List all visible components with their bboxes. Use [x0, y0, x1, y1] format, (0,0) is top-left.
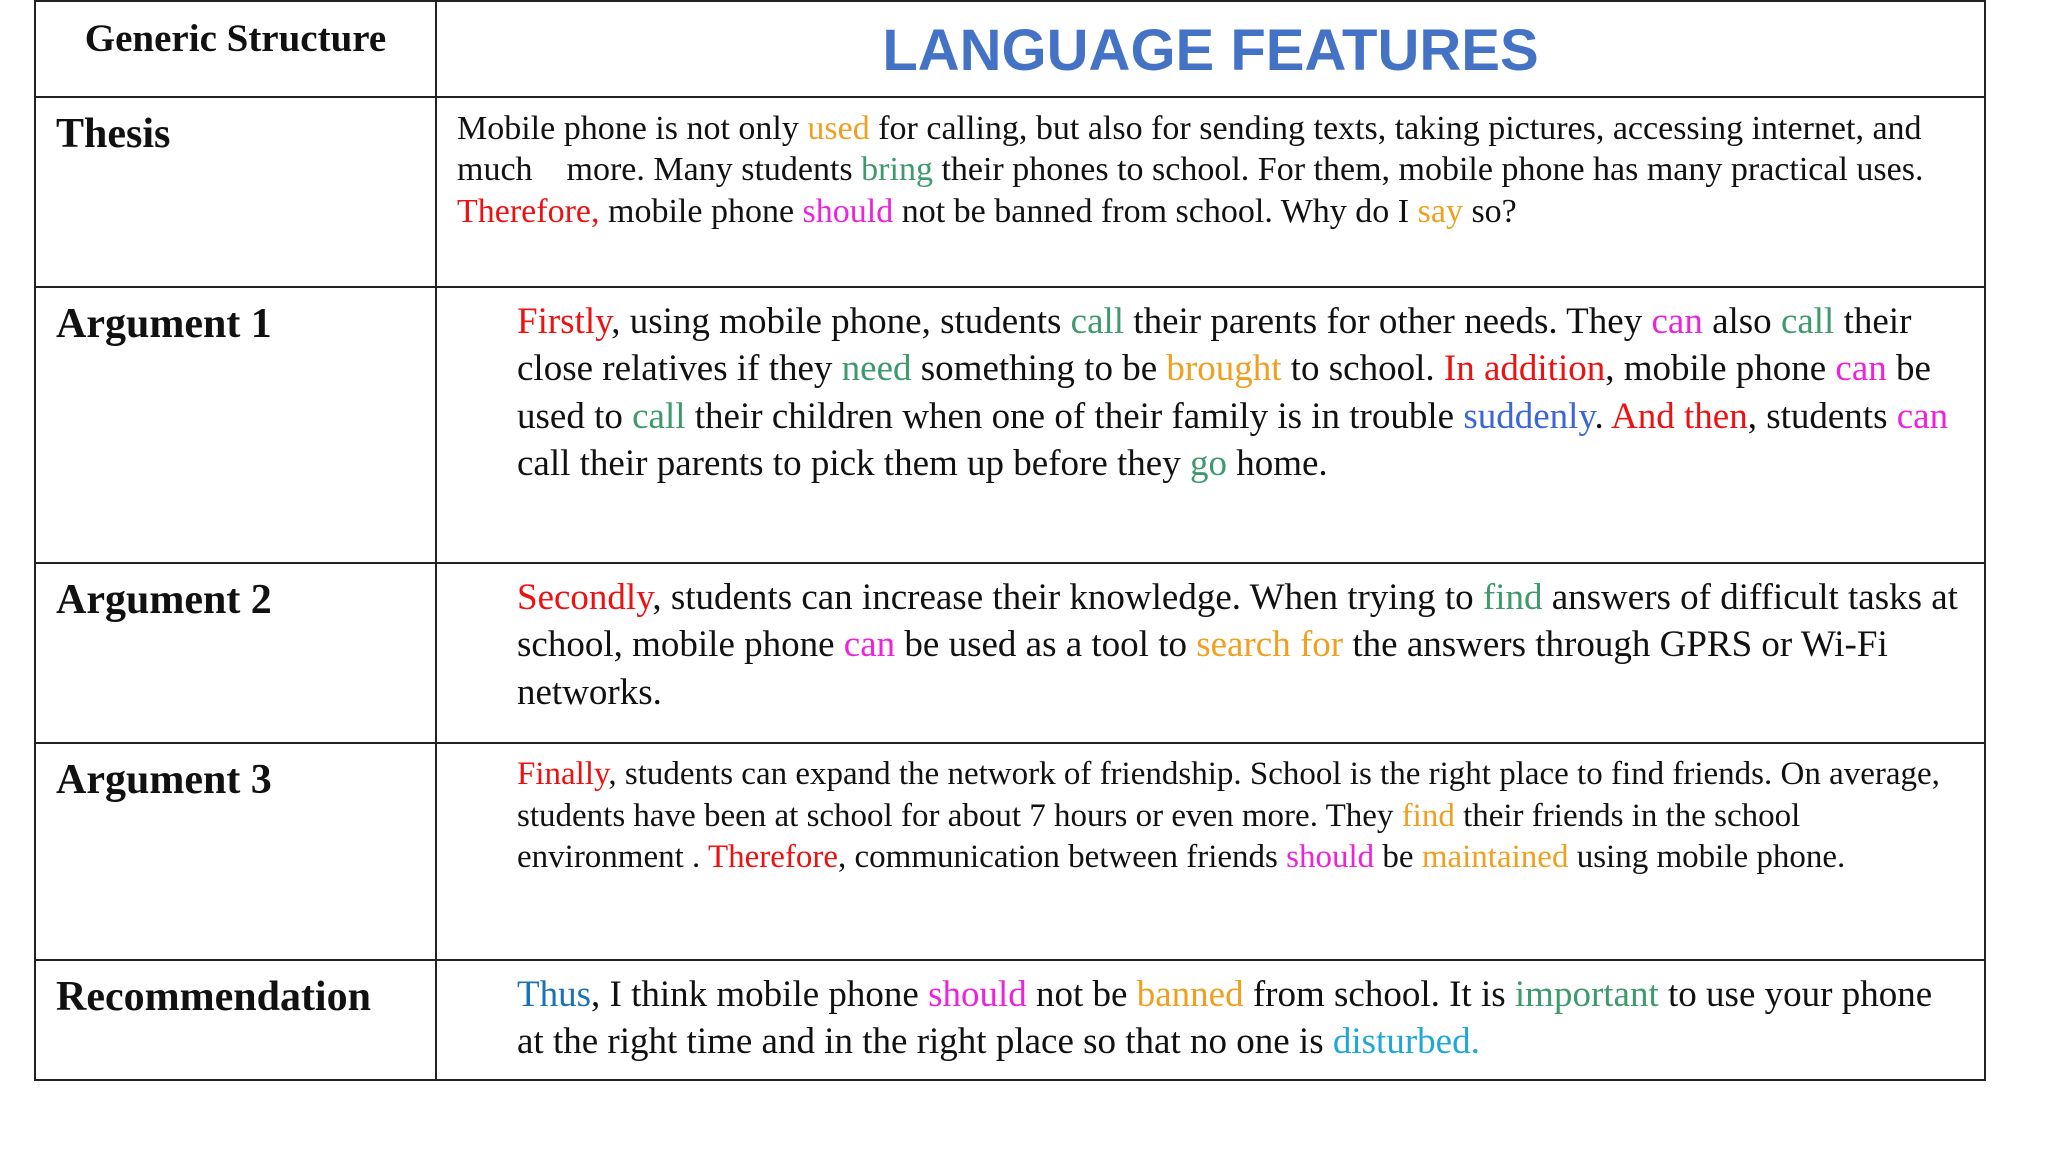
language-features-table [34, 0, 1986, 1081]
text-segment-black: to use your phone at the right time and in the right place so that no one is [517, 974, 1933, 1063]
row-label-argument-3: Argument 3 [35, 743, 436, 960]
row-label-recommendation: Recommendation [35, 960, 436, 1080]
text-segment-green: go [1189, 443, 1227, 485]
table-row-recommendation [35, 960, 1985, 1080]
text-segment-red: Therefore [707, 839, 839, 876]
table-row-argument-2 [35, 563, 1985, 743]
paragraph [437, 744, 1984, 879]
row-text-recommendation [436, 960, 1985, 1080]
header-generic-structure: Generic Structure [35, 1, 436, 97]
row-text-thesis [436, 97, 1985, 287]
text-segment-orange: brought [1166, 348, 1282, 390]
text-segment-black: their phones to school. For them, mobile phone has many practical uses. [932, 151, 1924, 189]
table-row-argument-1 [35, 287, 1985, 563]
text-segment-magenta: can [1896, 395, 1949, 437]
text-segment-magenta: should [1286, 839, 1375, 876]
paragraph [437, 288, 1984, 487]
text-segment-black: their friends in the school environment . [517, 797, 1801, 876]
text-segment-black: home. [1226, 443, 1328, 485]
paragraph [437, 98, 1984, 232]
row-label-thesis: Thesis [35, 97, 436, 287]
text-segment-black: something to be [911, 348, 1167, 390]
text-segment-orange: find [1401, 797, 1455, 834]
text-segment-green: call [632, 395, 686, 437]
row-label-argument-1: Argument 1 [35, 287, 436, 563]
text-segment-magenta: can [1651, 301, 1703, 342]
row-text-argument-3 [436, 743, 1985, 960]
text-segment-black: . [1594, 395, 1612, 437]
text-segment-black: answers of difficult tasks at school, mobile phone [517, 577, 1958, 666]
table-row-thesis [35, 97, 1985, 287]
text-segment-black: their children when one of their family is in trouble [685, 395, 1464, 437]
text-segment-black: their parents for other needs. They [1124, 301, 1652, 342]
text-segment-black: not be banned from school. Why do I [893, 192, 1418, 230]
text-segment-black: the answers through GPRS or Wi-Fi networks. [517, 624, 1888, 713]
table-row-argument-3 [35, 743, 1985, 960]
text-segment-black: using mobile phone. [1568, 839, 1846, 876]
paragraph [437, 564, 1984, 716]
row-text-argument-1 [436, 287, 1985, 563]
text-segment-black: call their parents to pick them up before they [517, 443, 1190, 485]
text-segment-teal_blue: Thus [517, 974, 591, 1015]
header-row [35, 1, 1985, 97]
text-segment-black: their close relatives if they [517, 301, 1912, 390]
text-segment-red: Firstly [517, 301, 612, 342]
text-segment-black: , using mobile phone, students [611, 301, 1071, 342]
text-segment-green: bring [861, 151, 933, 189]
text-segment-black: also [1702, 301, 1781, 342]
text-segment-black: be used to [517, 348, 1931, 437]
text-segment-blue: suddenly [1463, 395, 1595, 437]
text-segment-black: be [1374, 839, 1422, 876]
text-segment-red: Secondly [517, 577, 653, 618]
text-segment-black: , I think mobile phone [591, 974, 929, 1015]
row-text-argument-2 [436, 563, 1985, 743]
text-segment-black: , communication between friends [838, 839, 1287, 876]
text-segment-green: important [1514, 974, 1659, 1015]
text-segment-magenta: should [928, 974, 1027, 1015]
text-segment-orange: banned [1136, 974, 1244, 1015]
text-segment-black: not be [1026, 974, 1137, 1015]
text-segment-orange: search for [1196, 624, 1344, 666]
text-segment-orange: maintained [1421, 839, 1569, 876]
paragraph [437, 961, 1984, 1066]
text-segment-green: need [841, 348, 912, 390]
text-segment-magenta: should [802, 192, 894, 230]
text-segment-cyan: disturbed. [1332, 1021, 1480, 1063]
text-segment-black: , students can increase their knowledge. When trying to [652, 577, 1483, 618]
text-segment-black: , students can expand the network of friendship. School is the right place to find friends. On average, students have been at school for about 7 hours or even more. They [517, 756, 1940, 834]
text-segment-green: find [1482, 577, 1543, 618]
text-segment-orange: used [807, 110, 870, 147]
header-language-features: LANGUAGE FEATURES [436, 1, 1985, 97]
text-segment-black: from school. It is [1243, 974, 1515, 1015]
text-segment-black: to school. [1281, 348, 1444, 390]
text-segment-black: mobile phone [599, 192, 803, 230]
text-segment-black: so? [1462, 192, 1517, 230]
text-segment-red: In addition [1443, 348, 1606, 390]
text-segment-magenta: can [843, 624, 896, 666]
text-segment-magenta: can [1835, 348, 1887, 390]
text-segment-black: , mobile phone [1605, 348, 1836, 390]
text-segment-red: Therefore, [457, 192, 600, 230]
text-segment-black: , students [1747, 395, 1897, 437]
text-segment-green: call [1780, 301, 1835, 342]
text-segment-green: call [1070, 301, 1125, 342]
text-segment-orange: say [1417, 192, 1463, 230]
text-segment-red: Finally [517, 756, 609, 792]
text-segment-black: Mobile phone is not only [457, 110, 808, 147]
row-label-argument-2: Argument 2 [35, 563, 436, 743]
text-segment-red: And then [1611, 395, 1748, 437]
text-segment-black: be used as a tool to [895, 624, 1197, 666]
text-segment-black: for calling, but also for sending texts, taking pictures, accessing internet, and much more. Many students [457, 110, 1922, 189]
